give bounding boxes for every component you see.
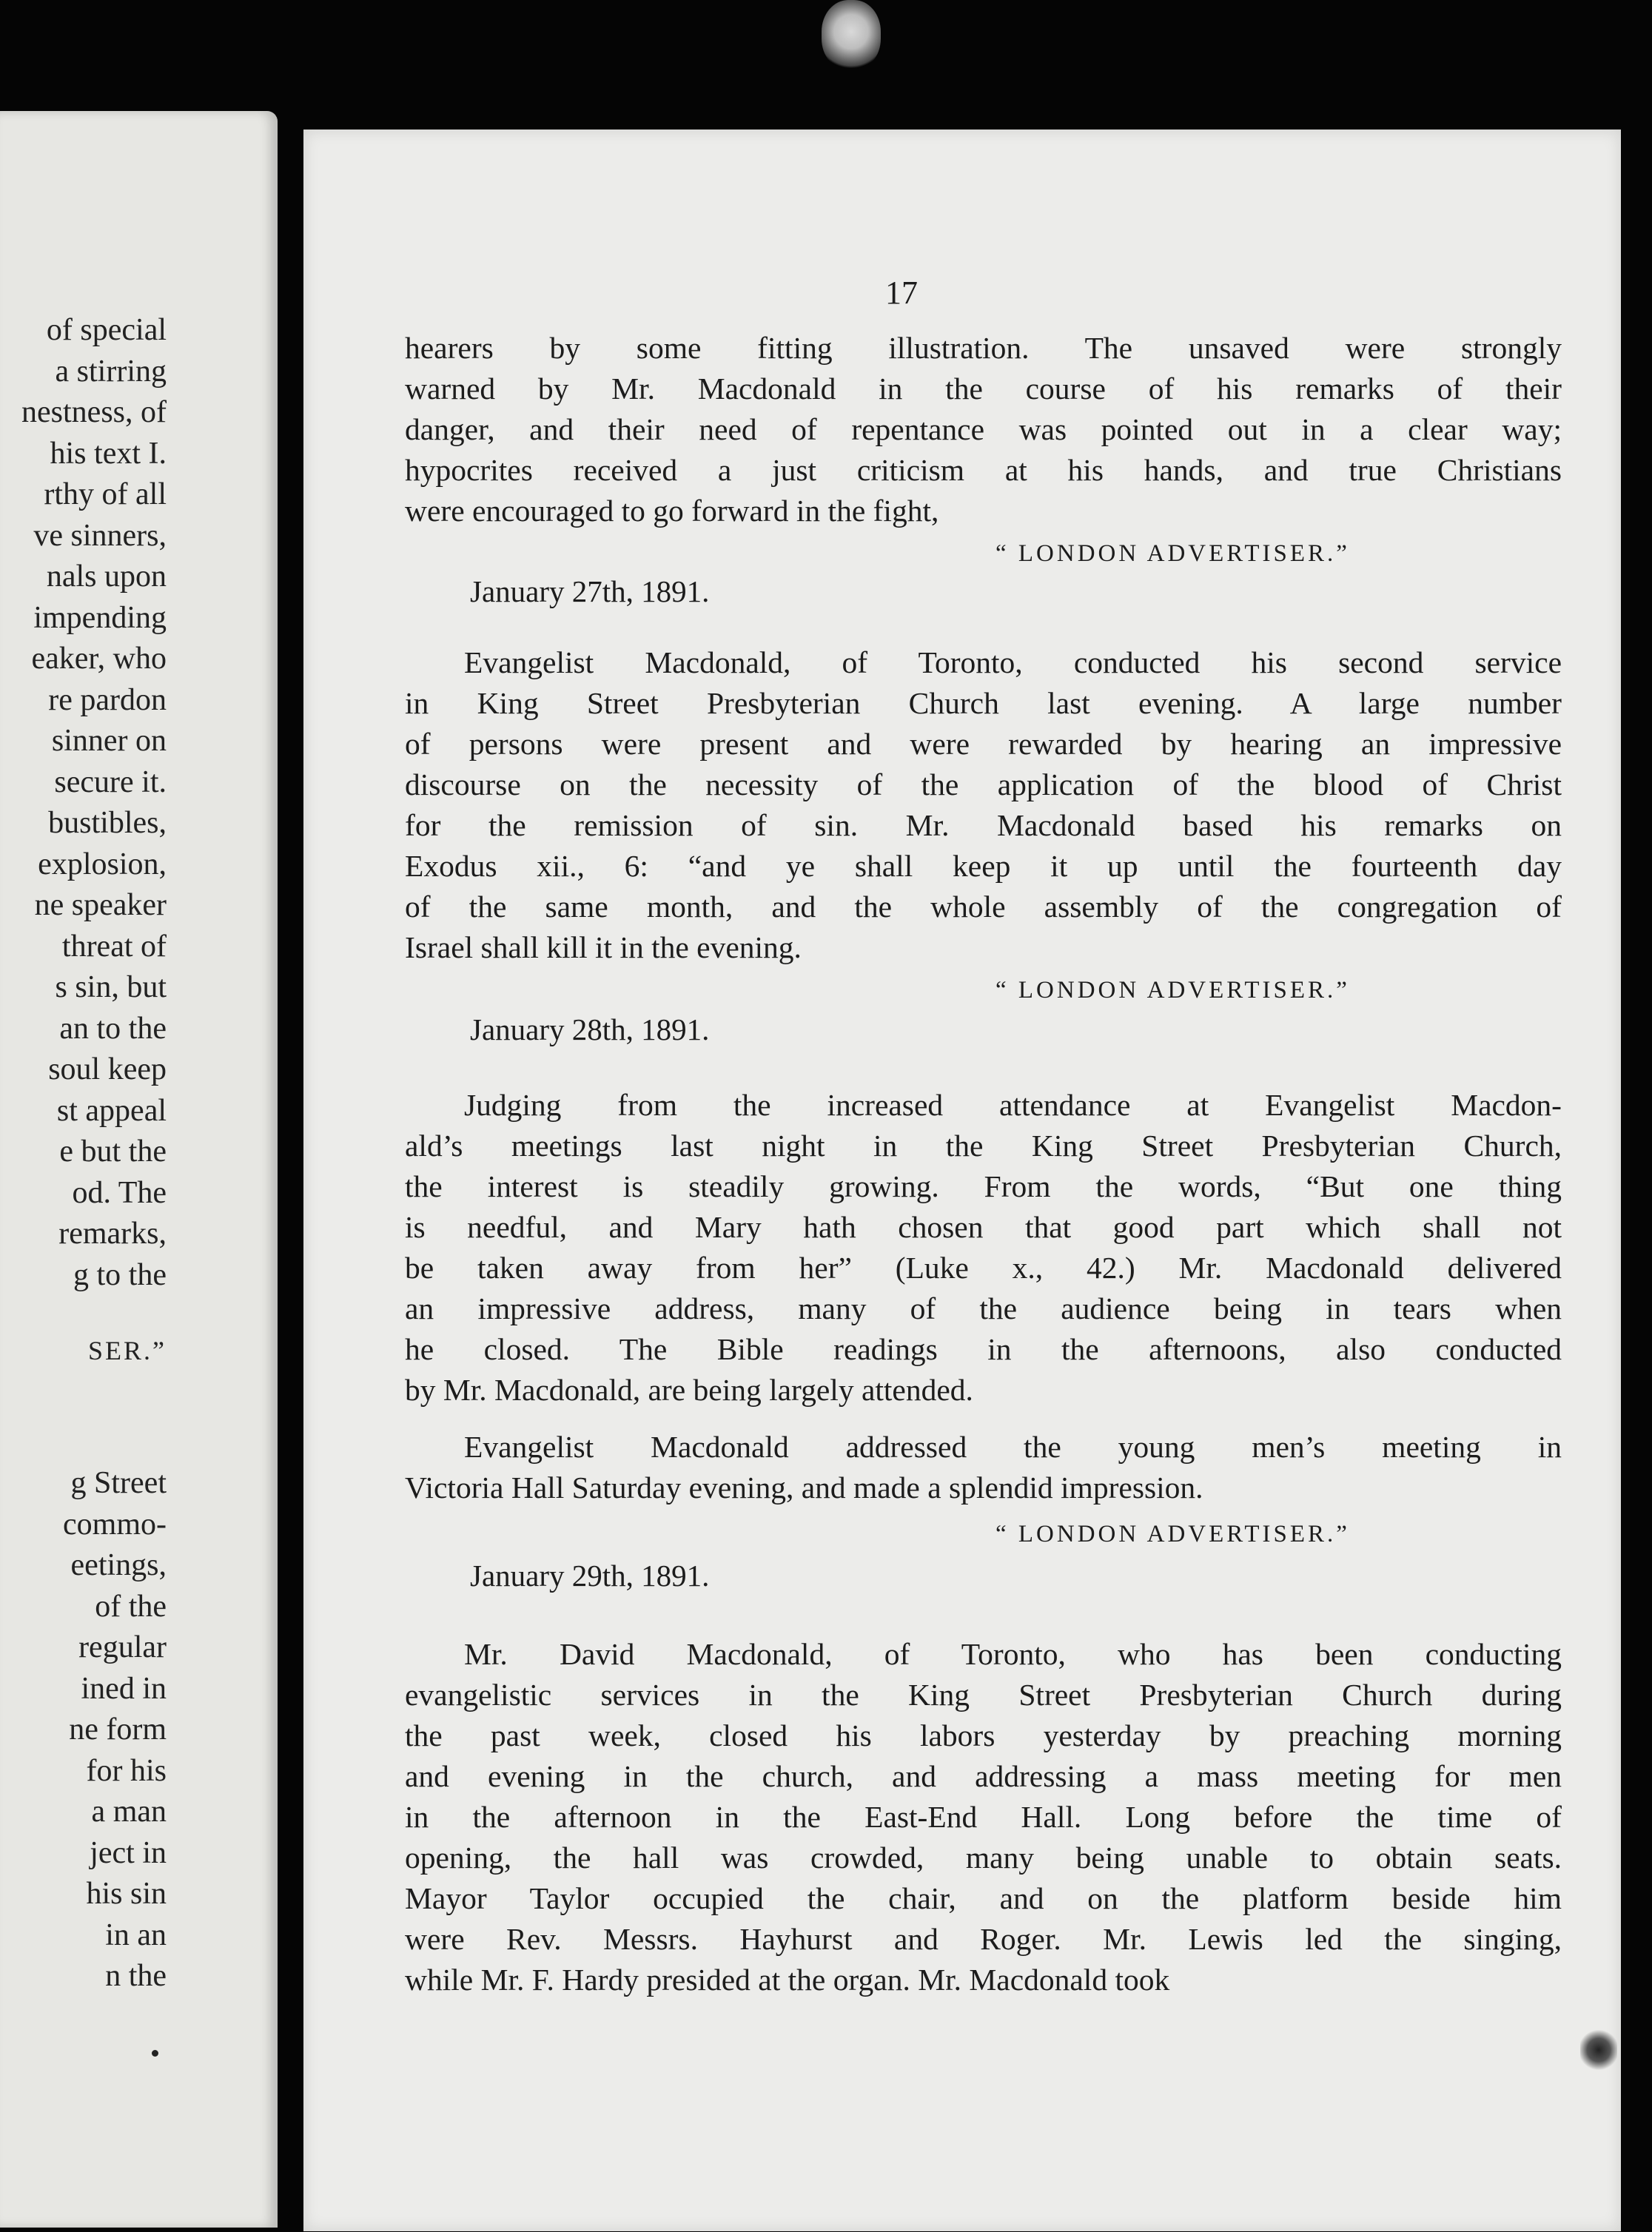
paragraph-line: Judging from the increased attendance at Evangelist Macdon- [464, 1088, 1562, 1122]
left-page-line: for his [86, 1753, 167, 1788]
left-page-line: re pardon [48, 682, 167, 717]
left-page-line: his text I. [50, 436, 167, 471]
left-page-line: commo- [63, 1507, 167, 1542]
paragraph-line: hearers by some fitting illustration. The unsaved were strongly [405, 331, 1562, 365]
dateline: January 27th, 1891. [470, 574, 710, 608]
paragraph-line: Victoria Hall Saturday evening, and made a splendid impression. [405, 1470, 1203, 1505]
left-page-line: ne form [69, 1712, 167, 1747]
left-page-line: eaker, who [31, 642, 167, 676]
left-page-line: od. The [72, 1175, 167, 1210]
left-page-line: ne speaker [34, 888, 167, 922]
paragraph-line: in the afternoon in the East-End Hall. Long before the time of [405, 1800, 1562, 1834]
left-page-line: ined in [81, 1671, 167, 1706]
dateline: January 29th, 1891. [470, 1559, 710, 1593]
left-page-line: in an [105, 1917, 167, 1952]
left-page-attribution-fragment: SER.” [87, 1336, 167, 1365]
left-page-line: his sin [86, 1877, 167, 1911]
paragraph-line: were Rev. Messrs. Hayhurst and Roger. Mr. Lewis led the singing, [405, 1922, 1562, 1956]
left-page-line: impending [33, 600, 167, 635]
left-page-line: explosion, [38, 847, 167, 881]
paragraph-line: by Mr. Macdonald, are being largely attended. [405, 1373, 973, 1407]
left-page-line: eetings, [70, 1548, 167, 1582]
paragraph-line: he closed. The Bible readings in the afternoons, also conducted [405, 1332, 1562, 1366]
left-page-line: nals upon [46, 559, 167, 594]
paragraph-line: opening, the hall was crowded, many being unable to obtain seats. [405, 1841, 1562, 1875]
paragraph-line: is needful, and Mary hath chosen that good part which shall not [405, 1210, 1562, 1244]
left-page-line: secure it. [54, 764, 167, 799]
page-corner-mark [1580, 2028, 1617, 2072]
paragraph-line: the interest is steadily growing. From the words, “But one thing [405, 1169, 1562, 1203]
scan-smudge [822, 0, 881, 70]
page-number: 17 [885, 275, 918, 311]
dateline: January 28th, 1891. [470, 1012, 710, 1046]
paragraph-line: Evangelist Macdonald, of Toronto, conducted his second service [464, 645, 1562, 679]
paragraph-line: Mr. David Macdonald, of Toronto, who has been conducting [464, 1637, 1562, 1671]
paragraph-line: ald’s meetings last night in the King Street Presbyterian Church, [405, 1129, 1562, 1163]
left-page-line: soul keep [48, 1052, 167, 1086]
left-page-line: n the [105, 1959, 167, 1993]
left-page-line: rthy of all [44, 477, 167, 511]
paragraph-line: of persons were present and were rewarded by hearing an impressive [405, 727, 1562, 761]
left-page-line: g Street [70, 1466, 167, 1500]
paragraph-line: hypocrites received a just criticism at his hands, and true Christians [405, 453, 1562, 487]
paragraph-line: an impressive address, many of the audience being in tears when [405, 1291, 1562, 1325]
paragraph-line: the past week, closed his labors yesterday by preaching morning [405, 1718, 1562, 1752]
paragraph-line: evangelistic services in the King Street Presbyterian Church during [405, 1678, 1562, 1712]
paragraph-line: in King Street Presbyterian Church last evening. A large number [405, 686, 1562, 720]
ink-dot [152, 2050, 158, 2057]
left-page-line: ject in [90, 1835, 167, 1870]
paragraph-line: were encouraged to go forward in the fight, [405, 494, 939, 528]
paragraph-line: Mayor Taylor occupied the chair, and on the platform beside him [405, 1881, 1562, 1915]
paragraph-line: Israel shall kill it in the evening. [405, 930, 802, 964]
document-page [303, 130, 1621, 2231]
left-page-line: a man [91, 1795, 167, 1829]
left-facing-page [0, 111, 278, 2228]
paragraph-line: while Mr. F. Hardy presided at the organ. Mr. Macdonald took [405, 1963, 1170, 1997]
source-attribution: “ LONDON ADVERTISER.” [995, 1521, 1350, 1547]
left-page-line: an to the [59, 1011, 167, 1046]
left-page-line: s sin, but [55, 970, 167, 1004]
paragraph-line: of the same month, and the whole assembly of the congregation of [405, 890, 1562, 924]
left-page-line: e but the [59, 1135, 167, 1169]
source-attribution: “ LONDON ADVERTISER.” [995, 540, 1350, 567]
left-page-line: of the [95, 1589, 167, 1624]
paragraph-line: danger, and their need of repentance was pointed out in a clear way; [405, 412, 1562, 446]
left-page-line: st appeal [56, 1093, 167, 1128]
left-page-line: of special [46, 313, 167, 347]
paragraph-line: be taken away from her” (Luke x., 42.) Mr. Macdonald delivered [405, 1251, 1562, 1285]
paragraph-line: for the remission of sin. Mr. Macdonald based his remarks on [405, 808, 1562, 842]
paragraph-line: warned by Mr. Macdonald in the course of his remarks of their [405, 372, 1562, 406]
paragraph-line: Exodus xii., 6: “and ye shall keep it up until the fourteenth day [405, 849, 1562, 883]
left-page-line: sinner on [51, 724, 167, 758]
left-page-line: ve sinners, [33, 518, 167, 553]
source-attribution: “ LONDON ADVERTISER.” [995, 977, 1350, 1004]
left-page-line: a stirring [55, 354, 167, 389]
paragraph-line: and evening in the church, and addressing a mass meeting for men [405, 1759, 1562, 1793]
left-page-line: remarks, [58, 1217, 167, 1251]
left-page-line: bustibles, [48, 806, 167, 840]
left-page-line: regular [78, 1630, 167, 1664]
left-page-line: nestness, of [21, 395, 167, 429]
left-page-line: g to the [73, 1257, 167, 1292]
paragraph-line: discourse on the necessity of the application of the blood of Christ [405, 767, 1562, 801]
paragraph-line: Evangelist Macdonald addressed the young men’s meeting in [464, 1430, 1562, 1464]
left-page-line: threat of [61, 929, 167, 964]
